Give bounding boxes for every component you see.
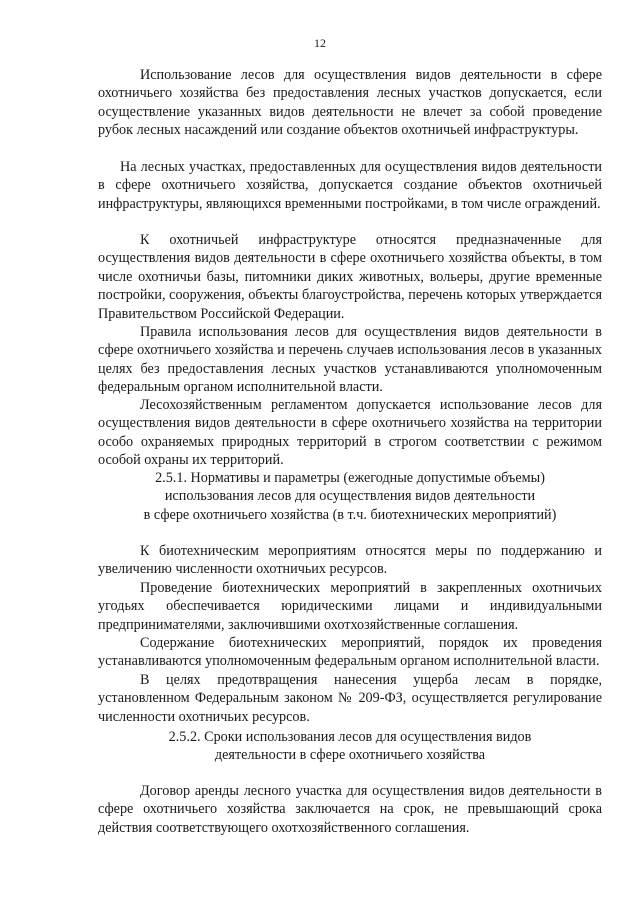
heading-line: использования лесов для осуществления видов деятельности <box>164 488 536 505</box>
paragraph-forest-use-without-plots: Использование лесов для осуществления видов деятельности в сфере охотничьего хозяйства без предоставления лесных участков допускается, если осуществление указанных видов деятельности не влечет за собой проведение рубок лесных насаждений или создание объектов охотничьей инфраструктуры. <box>98 67 602 139</box>
heading-line: в сфере охотничьего хозяйства (в т.ч. биотехнических мероприятий) <box>143 506 557 523</box>
heading-line: деятельности в сфере охотничьего хозяйства <box>214 747 486 764</box>
paragraph-damage-prevention: В целях предотвращения нанесения ущерба лесам в порядке, установленном Федеральным законом № 209-ФЗ, осуществляется регулирование численности охотничьих ресурсов. <box>98 672 602 725</box>
paragraph-lease-term: Договор аренды лесного участка для осуществления видов деятельности в сфере охотничьего хозяйства заключается на срок, не превышающий срока действия соответствующего охотхозяйственного соглашения. <box>98 783 602 836</box>
paragraph-usage-rules: Правила использования лесов для осуществления видов деятельности в сфере охотничьего хозяйства и перечень случаев использования лесов в указанных целях без предоставления лесных участков устанавливаются уполномоченным федеральным органом исполнительной власти. <box>98 324 602 396</box>
paragraph-biotech-measures: К биотехническим мероприятиям относятся меры по поддержанию и увеличению численности охотничьих ресурсов. <box>98 543 602 578</box>
paragraph-biotech-content: Содержание биотехнических мероприятий, порядок их проведения устанавливаются уполномоченным федеральным органом исполнительной власти. <box>98 635 602 670</box>
paragraph-infrastructure-definition: К охотничьей инфраструктуре относятся предназначенные для осуществления видов деятельности в сфере охотничьего хозяйства объекты, в том числе охотничьи базы, питомники диких животных, вольеры, другие временные постройки, сооружения, объекты благоустройства, перечень которых утверждается Правительством Российской Федерации. <box>98 232 602 322</box>
heading-line: 2.5.2. Сроки использования лесов для осуществления видов <box>168 729 532 745</box>
section-heading-2-5-2 <box>98 728 602 765</box>
section-heading-2-5-1 <box>98 469 602 524</box>
heading-line: 2.5.1. Нормативы и параметры (ежегодные допустимые объемы) <box>155 470 545 486</box>
paragraph-protected-territories: Лесохозяйственным регламентом допускается использование лесов для осуществления видов деятельности в сфере охотничьего хозяйства на территории особо охраняемых природных территорий в строгом соответствии с режимом особой охраны их территорий. <box>98 397 602 469</box>
paragraph-infrastructure-on-plots: На лесных участках, предоставленных для осуществления видов деятельности в сфере охотничьего хозяйства, допускается создание объектов охотничьей инфраструктуры, являющихся временными постройками, в том числе ограждений. <box>98 159 602 212</box>
page-number: 12 <box>314 36 326 50</box>
paragraph-biotech-provision: Проведение биотехнических мероприятий в закрепленных охотничьих угодьях обеспечивается юридическими лицами и индивидуальными предпринимателями, заключившими охотхозяйственные соглашения. <box>98 580 602 633</box>
